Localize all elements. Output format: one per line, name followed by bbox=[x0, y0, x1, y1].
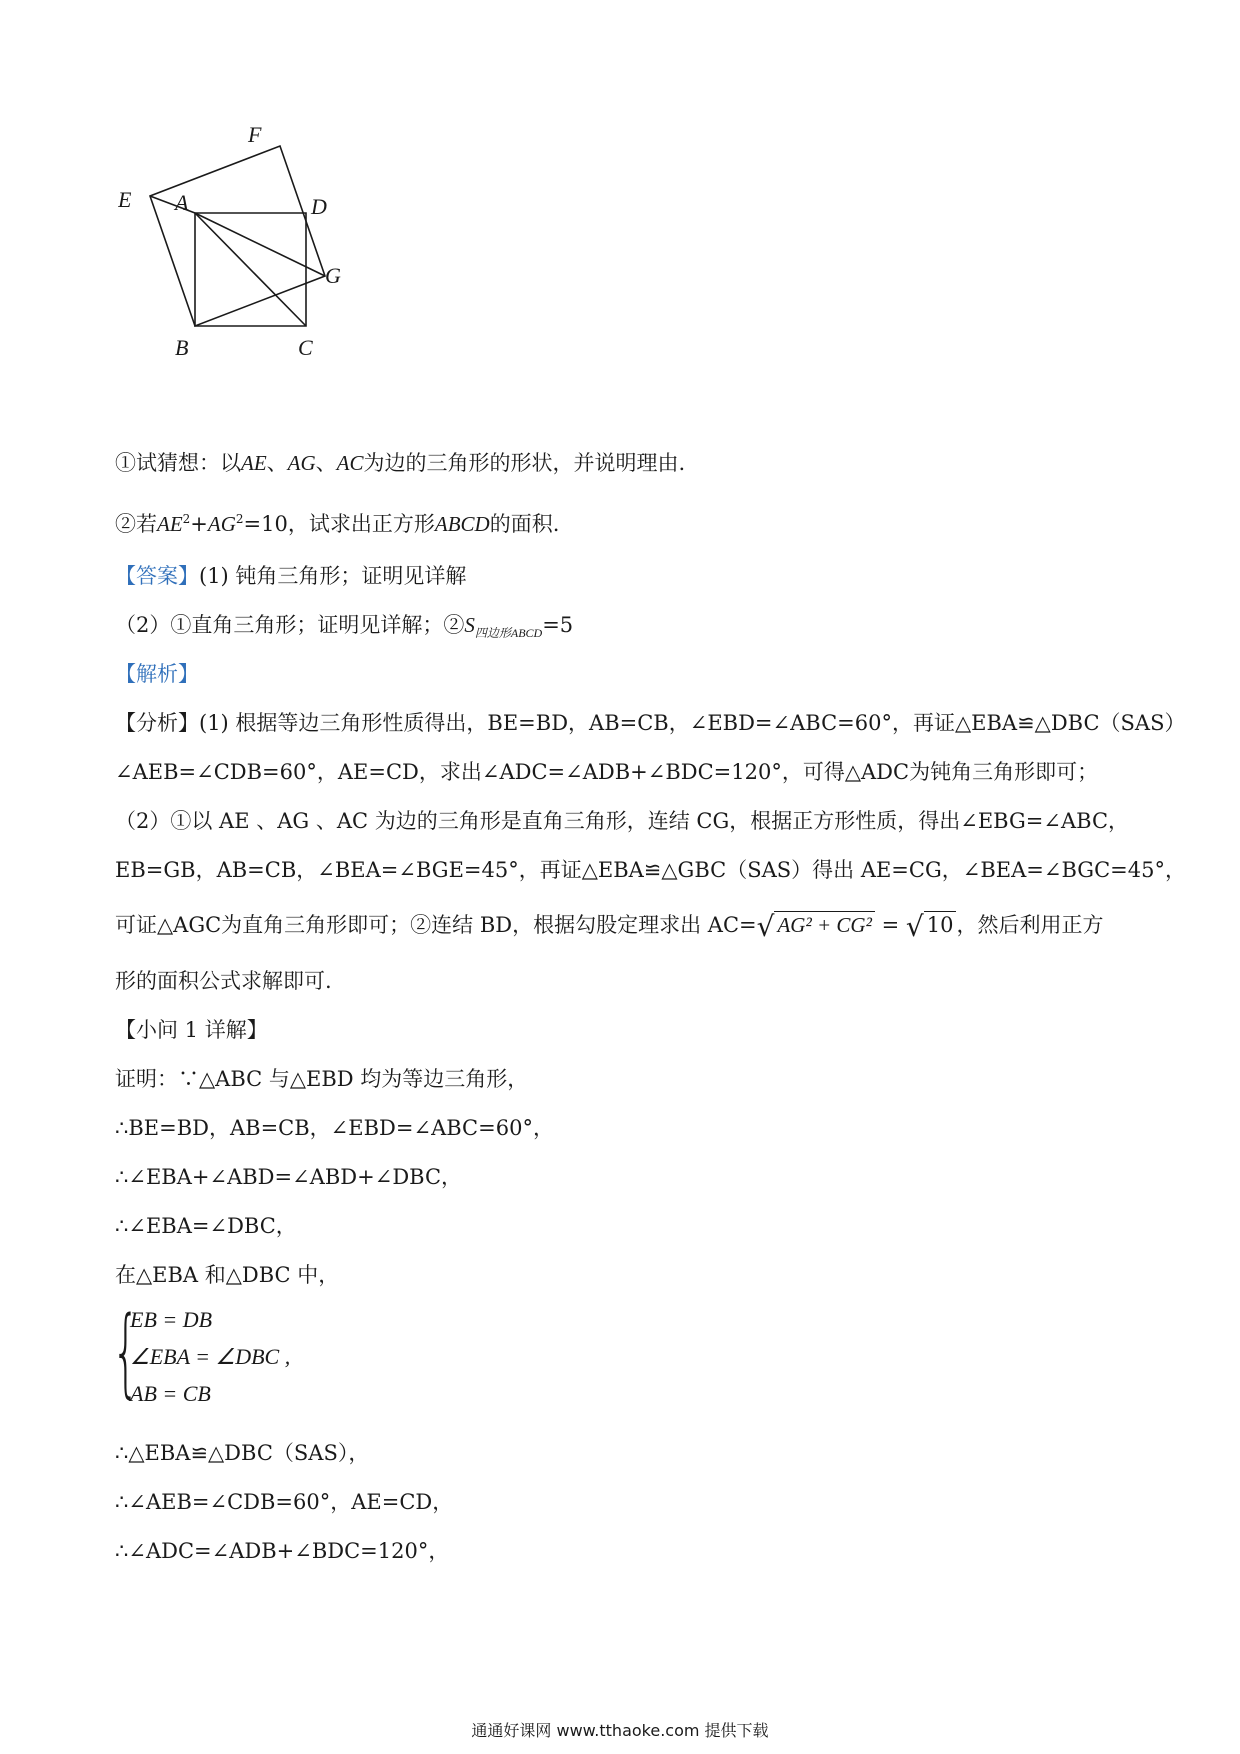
system-row-1: EB = DB bbox=[130, 1307, 213, 1332]
proof-line-6: ∴△EBA≌△DBC（SAS）， bbox=[115, 1441, 370, 1465]
square-rotation-diagram bbox=[118, 118, 358, 368]
analysis-line-6: 形的面积公式求解即可. bbox=[115, 969, 332, 993]
analysis-line-3: （2）①以 AE 、AG 、AC 为边的三角形是直角三角形，连结 CG，根据正方形性质，得出∠EBG=∠ABC， bbox=[115, 809, 1130, 833]
square-ebgf bbox=[150, 146, 325, 326]
label-d: D bbox=[311, 194, 327, 219]
answer-line-2: （2）①直角三角形；证明见详解；$②S_{四边形ABCD}=5$ bbox=[115, 613, 574, 641]
system-row-3: AB = CB bbox=[130, 1381, 211, 1406]
proof-line-3: ∴∠EBA+∠ABD=∠ABD+∠DBC， bbox=[115, 1165, 463, 1189]
label-b: B bbox=[175, 335, 189, 360]
sqrt-icon: √ bbox=[756, 910, 775, 943]
geometry-figure bbox=[118, 118, 358, 368]
answer-tag: 【答案】 bbox=[115, 564, 199, 588]
proof-line-7: ∴∠AEB=∠CDB=60°，AE=CD， bbox=[115, 1490, 454, 1514]
analysis-line-1: 【分析】(1) 根据等边三角形性质得出，BE=BD，AB=CB，∠EBD=∠ABC=60°，再证△EBA≌△DBC（SAS） bbox=[115, 711, 1186, 735]
analysis-line-4: EB=GB，AB=CB，∠BEA=∠BGE=45°，再证△EBA≌△GBC（SAS）得出 AE=CG，∠BEA=∠BGC=45°， bbox=[115, 858, 1186, 882]
segment-ac bbox=[195, 213, 306, 326]
label-f: F bbox=[248, 122, 262, 147]
question-2: ②若$AE^2+AG^2=10$，试求出正方形ABCD的面积. bbox=[115, 512, 560, 536]
system-row-2: ∠EBA = ∠DBC , bbox=[130, 1344, 291, 1369]
analysis-tag: 【解析】 bbox=[115, 662, 199, 686]
proof-line-4: ∴∠EBA=∠DBC， bbox=[115, 1214, 297, 1238]
proof-line-5: 在△EBA 和△DBC 中， bbox=[115, 1263, 340, 1287]
answer-line-1: 【答案】(1) 钝角三角形；证明见详解 bbox=[115, 564, 467, 588]
label-c: C bbox=[298, 335, 313, 360]
page-footer: 通通好课网 www.tthaoke.com 提供下载 bbox=[471, 1721, 769, 1740]
analysis-line-2: ∠AEB=∠CDB=60°，AE=CD，求出∠ADC=∠ADB+∠BDC=120°，可得△ADC为钝角三角形即可； bbox=[115, 760, 1099, 784]
proof-line-2: ∴BE=BD，AB=CB，∠EBD=∠ABC=60°， bbox=[115, 1116, 554, 1140]
sub1-tag: 【小问 1 详解】 bbox=[115, 1018, 268, 1042]
proof-line-8: ∴∠ADC=∠ADB+∠BDC=120°， bbox=[115, 1539, 450, 1563]
left-brace-icon: { bbox=[112, 1296, 140, 1408]
sqrt-icon: √ bbox=[905, 910, 924, 943]
label-g: G bbox=[325, 263, 341, 288]
analysis-line-5: 可证△AGC为直角三角形即可；②连结 BD，根据勾股定理求出 AC=√ AG² + CG² = √ 10 ，然后利用正方 bbox=[115, 910, 1104, 943]
label-e: E bbox=[118, 187, 132, 212]
label-a: A bbox=[175, 190, 189, 215]
equation-system bbox=[112, 1296, 412, 1412]
question-1: ①试猜想：以AE、AG、AC为边的三角形的形状，并说明理由. bbox=[115, 451, 686, 475]
proof-line-1: 证明：∵△ABC 与△EBD 均为等边三角形， bbox=[115, 1067, 529, 1091]
